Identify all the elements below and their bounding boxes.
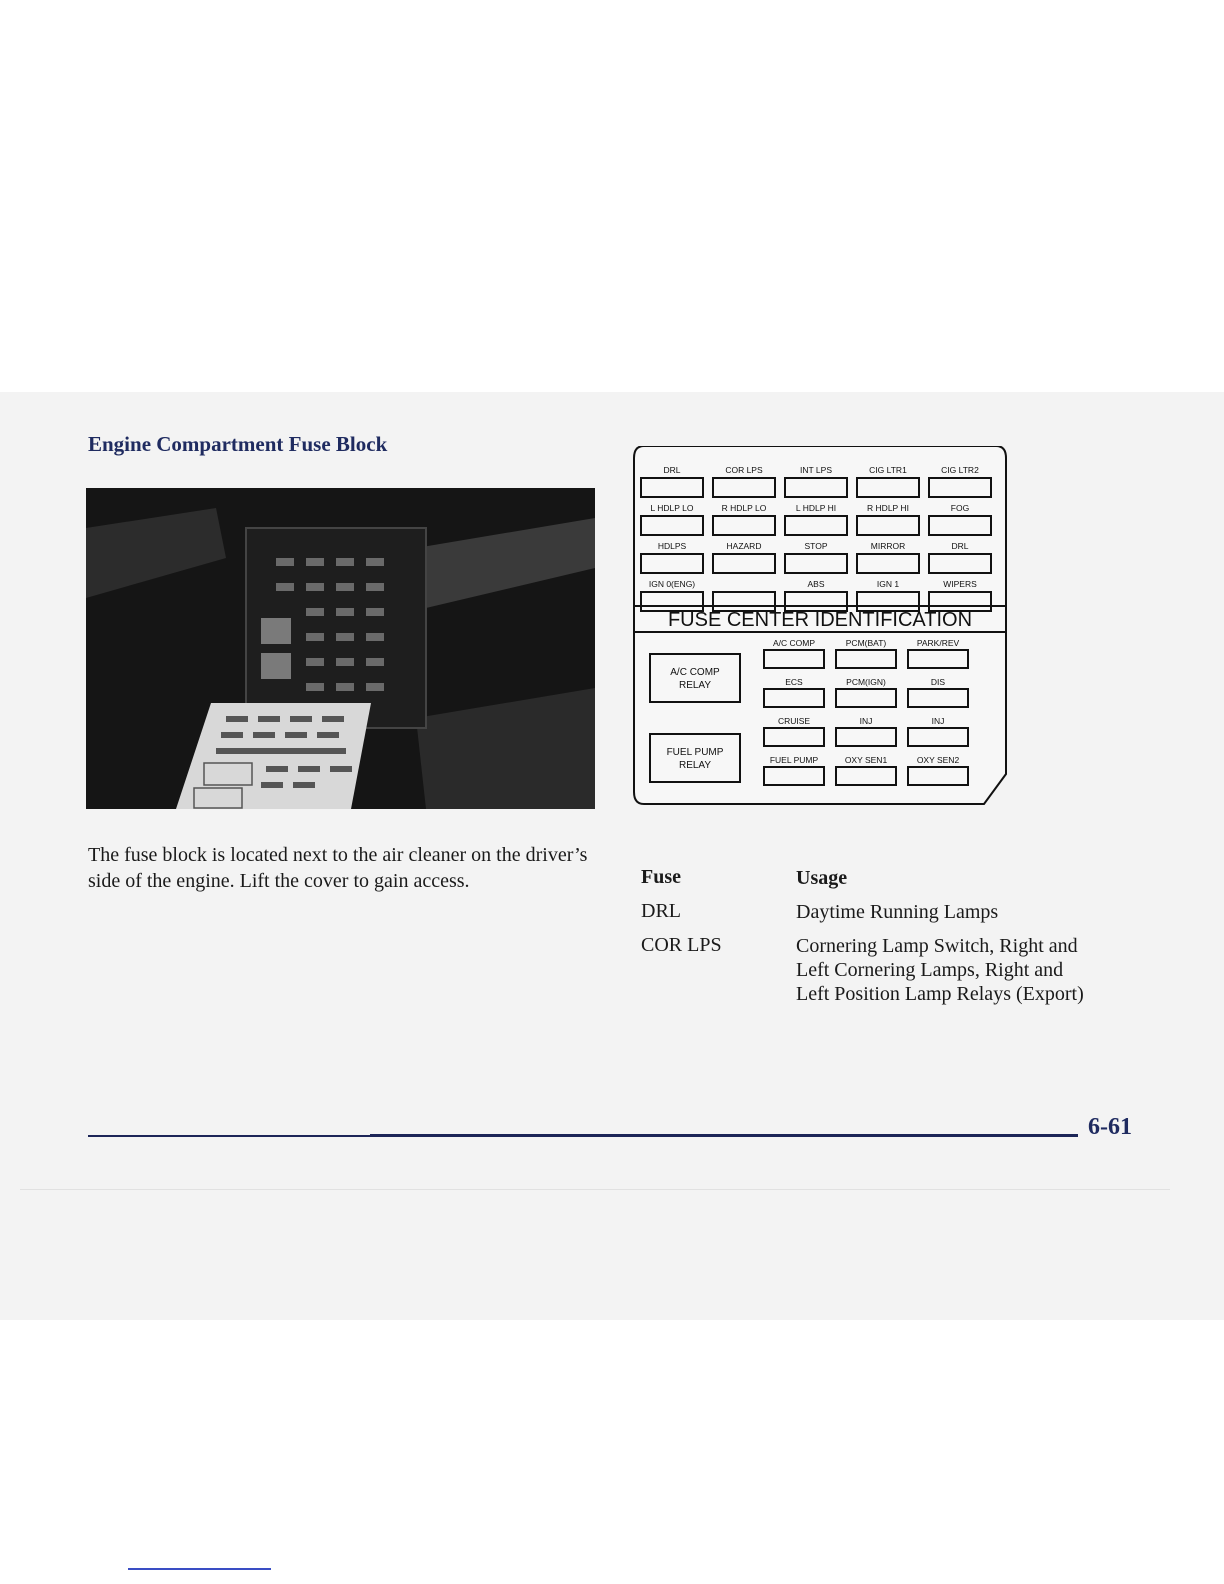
fuse-label: INJ xyxy=(931,716,945,726)
fuse-label: IGN 1 xyxy=(876,579,900,589)
fuse-label: HAZARD xyxy=(726,541,762,551)
fuse-label: OXY SEN1 xyxy=(844,755,888,765)
fuse-label: R HDLP LO xyxy=(721,503,767,513)
fuse-label: R HDLP HI xyxy=(867,503,909,513)
table-row xyxy=(641,934,1136,1006)
fuse-label: FOG xyxy=(950,503,970,513)
fuse-label: DIS xyxy=(930,677,946,687)
usage-line: Cornering Lamp Switch, Right and xyxy=(796,935,1078,957)
fuse-label: DRL xyxy=(663,465,681,475)
table-header-row xyxy=(641,866,1136,890)
diagram-title: FUSE CENTER IDENTIFICATION xyxy=(667,609,973,631)
relay-label: RELAY xyxy=(678,680,712,691)
fuse-label: L HDLP HI xyxy=(795,503,837,513)
fuse-label: HDLPS xyxy=(657,541,687,551)
column-header-fuse: Fuse xyxy=(641,866,681,888)
fuse-name: COR LPS xyxy=(641,934,722,956)
relay-label: FUEL PUMP xyxy=(666,747,724,758)
fuse-center-diagram-svg xyxy=(632,446,1010,816)
fuse-block-photo xyxy=(86,488,595,809)
fuse-label: DRL xyxy=(951,541,969,551)
fuse-label: PCM(BAT) xyxy=(845,638,887,648)
fuse-label: IGN 0(ENG) xyxy=(648,579,696,589)
relay-label: A/C COMP xyxy=(670,667,720,678)
fuse-label: CRUISE xyxy=(777,716,811,726)
fuse-center-diagram xyxy=(632,446,1010,816)
fuse-label: INJ xyxy=(859,716,873,726)
relay-label: RELAY xyxy=(678,760,712,771)
page-number: 6-61 xyxy=(1088,1114,1132,1140)
body-paragraph: The fuse block is located next to the air cleaner on the driver’s side of the engine. Lift the cover to gain access. xyxy=(88,844,588,892)
fuse-label: WIPERS xyxy=(943,579,977,589)
column-header-usage: Usage xyxy=(796,867,848,889)
fuse-label: MIRROR xyxy=(870,541,906,551)
fuse-label: PARK/REV xyxy=(916,638,960,648)
fuse-usage xyxy=(796,934,1136,1006)
usage-line: Daytime Running Lamps xyxy=(796,901,999,923)
fuse-label: ECS xyxy=(785,677,803,687)
fuse-usage-table xyxy=(641,866,1136,1016)
table-row xyxy=(641,900,1136,924)
fuse-label: OXY SEN2 xyxy=(916,755,960,765)
section-heading: Engine Compartment Fuse Block xyxy=(88,432,388,456)
fuse-block-photo-icon xyxy=(86,488,595,809)
fuse-usage xyxy=(796,900,1136,924)
fuse-label: L HDLP LO xyxy=(650,503,694,513)
fuse-label: INT LPS xyxy=(800,465,832,475)
bottom-blue-rule xyxy=(128,1568,271,1570)
fuse-label: FUEL PUMP xyxy=(769,755,819,765)
usage-line: Left Position Lamp Relays (Export) xyxy=(796,983,1084,1005)
usage-line: Left Cornering Lamps, Right and xyxy=(796,959,1064,981)
fuse-label: CIG LTR2 xyxy=(941,465,979,475)
fuse-label: COR LPS xyxy=(725,465,763,475)
fuse-label: A/C COMP xyxy=(772,638,816,648)
fuse-label: ABS xyxy=(807,579,825,589)
fuse-label: CIG LTR1 xyxy=(869,465,907,475)
fuse-label: PCM(IGN) xyxy=(846,677,886,687)
footer-rule-thick xyxy=(370,1134,1078,1137)
fuse-label: STOP xyxy=(804,541,828,551)
scan-line xyxy=(20,1189,1170,1190)
fuse-name: DRL xyxy=(641,900,681,922)
